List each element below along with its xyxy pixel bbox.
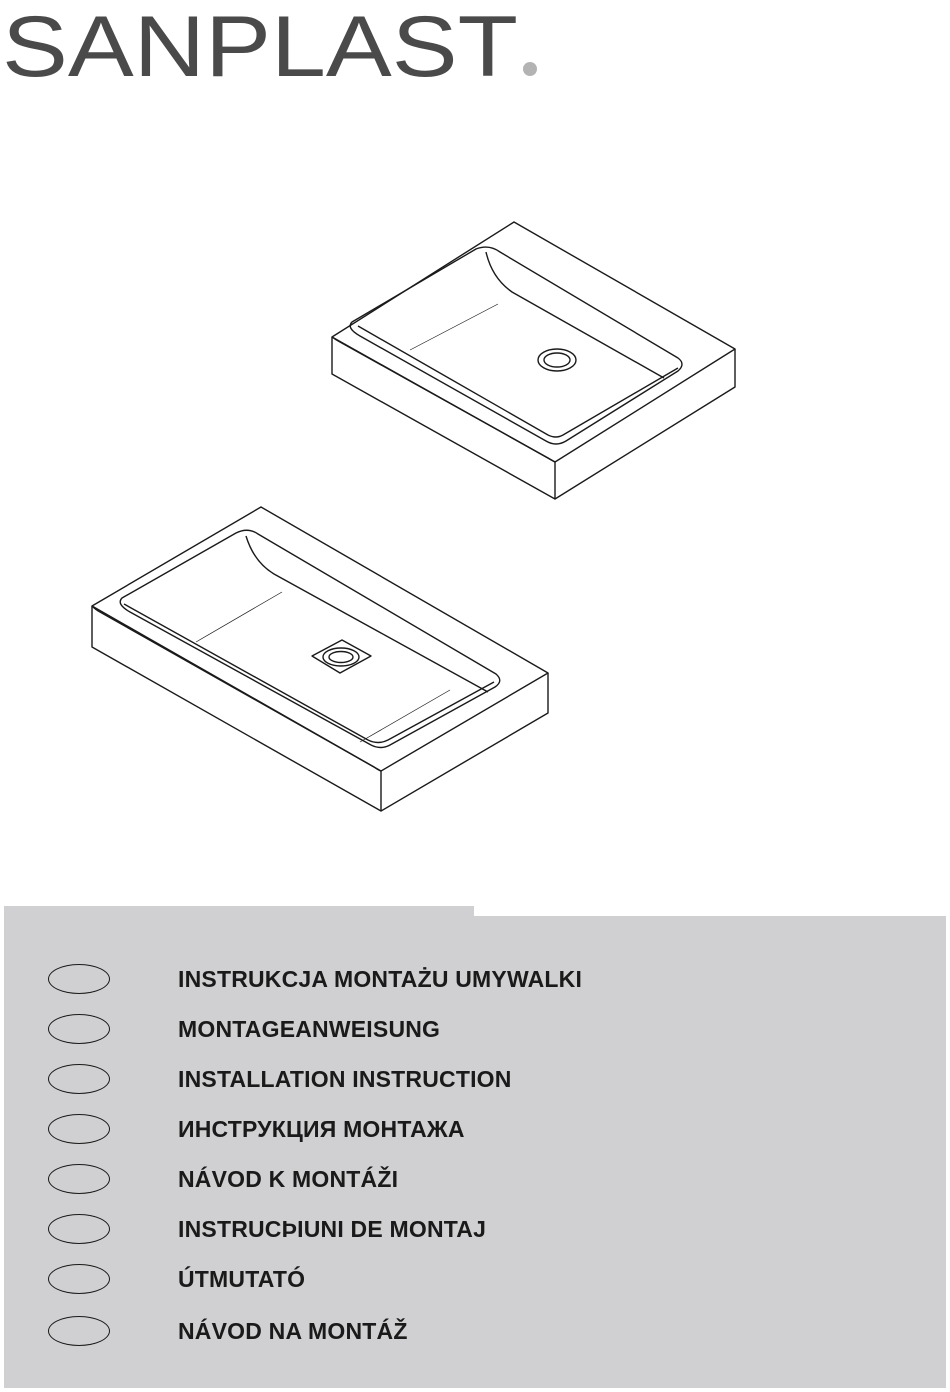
language-row [4,1110,946,1150]
language-title: INSTALLATION INSTRUCTION [178,1066,512,1092]
language-row [4,1312,946,1352]
language-title: ИНСТРУКЦИЯ МОНТАЖА [178,1116,465,1142]
washbasin-large-illustration [92,507,548,811]
language-title: MONTAGEANWEISUNG [178,1016,441,1042]
brand-logo-text: SANPLAST [2,0,518,90]
language-panel [4,906,946,1388]
brand-logo [0,0,560,90]
language-row [4,1260,946,1300]
language-flag-placeholder [48,1214,110,1244]
language-title: INSTRUCÞIUNI DE MONTAJ [178,1216,487,1242]
language-title: NÁVOD NA MONTÁŽ [178,1318,408,1344]
language-flag-placeholder [48,1264,110,1294]
language-row [4,1210,946,1250]
language-flag-placeholder [48,1064,110,1094]
language-flag-placeholder [48,1014,110,1044]
washbasin-small-illustration [332,222,735,499]
language-flag-placeholder [48,964,110,994]
language-flag-placeholder [48,1114,110,1144]
language-row [4,1160,946,1200]
language-title: NÁVOD K MONTÁŽI [178,1166,399,1192]
language-title: ÚTMUTATÓ [178,1266,306,1292]
product-illustration [0,200,950,840]
language-row [4,1010,946,1050]
language-flag-placeholder [48,1316,110,1346]
language-row [4,1060,946,1100]
brand-logo-dot [523,62,537,76]
language-flag-placeholder [48,1164,110,1194]
language-row [4,960,946,1000]
language-title: INSTRUKCJA MONTAŻU UMYWALKI [178,966,583,992]
